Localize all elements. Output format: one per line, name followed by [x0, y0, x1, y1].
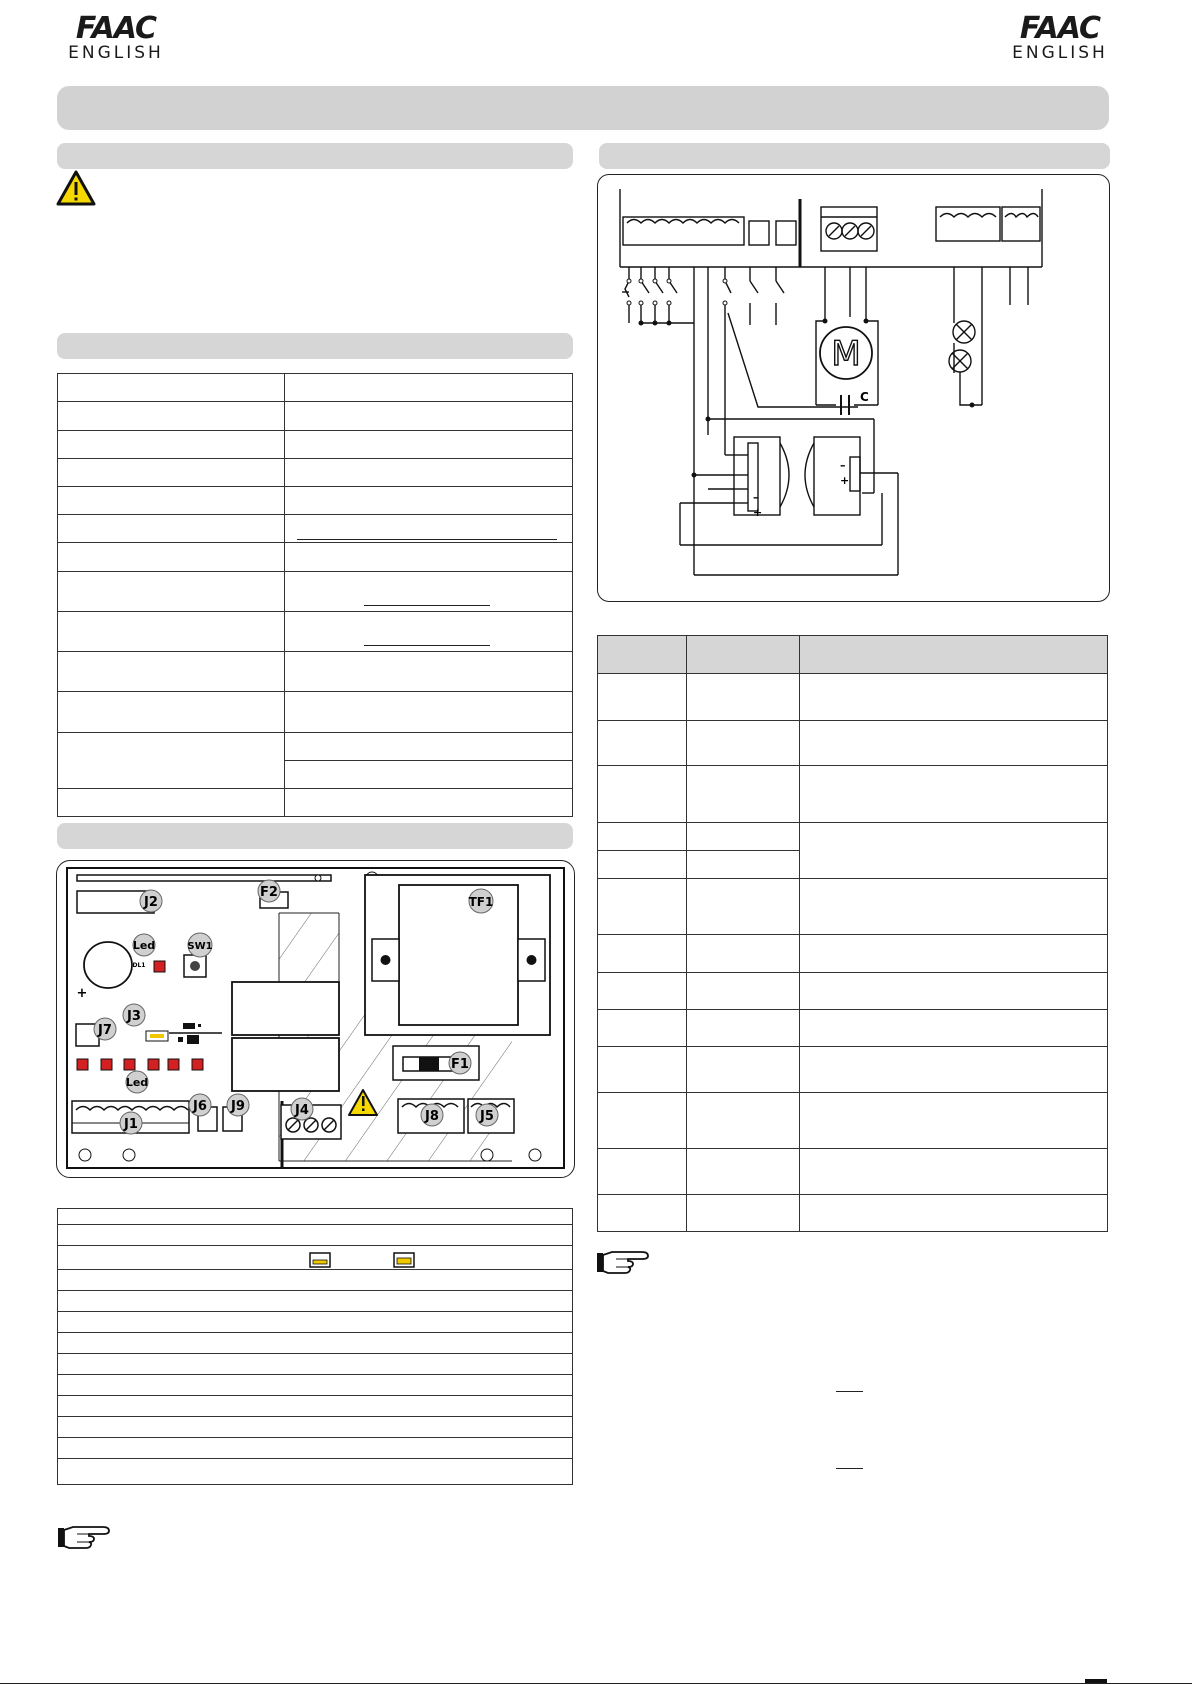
table-row — [58, 789, 573, 817]
faac-logo-right — [1000, 11, 1120, 63]
table-row — [58, 692, 573, 733]
footer-page-marker — [1085, 1679, 1107, 1683]
table-row — [58, 431, 573, 459]
table-row — [598, 1047, 1108, 1093]
label-f1: F1 — [451, 1057, 469, 1072]
label-led-bottom: Led — [125, 1076, 149, 1089]
jumper-closed-icon — [393, 1252, 415, 1268]
table-row — [58, 459, 573, 487]
table-row — [598, 674, 1108, 721]
table-row — [58, 1270, 573, 1291]
motor-label: M — [831, 334, 861, 374]
label-j4: J4 — [295, 1103, 309, 1118]
logo-language: ENGLISH — [68, 43, 164, 63]
table-header-row — [598, 636, 1108, 674]
wiring-diagram — [597, 174, 1110, 602]
table-row — [598, 721, 1108, 766]
table-row — [58, 572, 573, 612]
label-dl1: DL1 — [132, 962, 146, 969]
table-row — [598, 1010, 1108, 1047]
table-row — [58, 1225, 573, 1246]
settings-table — [57, 1208, 573, 1485]
pointing-hand-icon — [596, 1247, 650, 1275]
label-sw1: SW1 — [187, 941, 213, 952]
table-row — [58, 402, 573, 431]
terminal-minus-left: – — [753, 491, 759, 504]
table-row — [58, 1209, 573, 1225]
label-j5: J5 — [480, 1109, 494, 1124]
section-bar-wiring — [599, 143, 1110, 169]
table-row — [58, 652, 573, 692]
label-led-top: Led — [132, 939, 156, 952]
logo-brand: FAAC — [75, 11, 157, 46]
label-j3: J3 — [127, 1009, 141, 1024]
section-bar-warnings — [57, 143, 573, 169]
table-row — [58, 1333, 573, 1354]
terminal-minus-right: – — [840, 459, 846, 472]
table-row — [58, 1291, 573, 1312]
footer-rule — [0, 1683, 1192, 1684]
faac-logo-left — [56, 11, 176, 63]
label-j1: J1 — [124, 1117, 138, 1132]
label-plus: + — [76, 986, 88, 1001]
note-underline — [836, 1391, 863, 1392]
table-row — [598, 935, 1108, 973]
spec-underline — [364, 645, 490, 646]
specs-table — [57, 373, 573, 817]
section-bar-technical-specs — [57, 333, 573, 359]
terminal-table — [597, 635, 1108, 1232]
table-row — [58, 543, 573, 572]
spec-underline — [297, 539, 557, 540]
table-row — [58, 1438, 573, 1459]
table-row — [58, 733, 573, 761]
label-j7: J7 — [98, 1023, 112, 1038]
table-row — [598, 1149, 1108, 1195]
table-row — [58, 1375, 573, 1396]
table-row — [598, 879, 1108, 935]
table-row — [58, 1354, 573, 1375]
note-underline — [836, 1468, 863, 1469]
table-row — [598, 823, 1108, 851]
label-f2: F2 — [260, 885, 278, 900]
label-j8: J8 — [425, 1109, 439, 1124]
capacitor-label: C — [860, 390, 869, 404]
table-row — [58, 612, 573, 652]
label-tf1: TF1 — [468, 895, 494, 909]
terminal-plus-left: + — [753, 506, 763, 519]
table-row — [58, 487, 573, 515]
table-row — [598, 1195, 1108, 1232]
logo-brand: FAAC — [1019, 11, 1101, 46]
terminal-plus-right: + — [840, 474, 850, 487]
table-row — [58, 1312, 573, 1333]
logo-language: ENGLISH — [1012, 43, 1108, 63]
section-bar-board-layout — [57, 823, 573, 849]
warning-triangle-icon — [56, 170, 96, 206]
table-row — [598, 766, 1108, 823]
spec-underline — [364, 605, 490, 606]
label-j2: J2 — [144, 895, 158, 910]
table-row — [58, 1459, 573, 1485]
jumper-open-icon — [309, 1252, 331, 1268]
pointing-hand-icon — [57, 1522, 111, 1550]
table-row — [598, 1093, 1108, 1149]
table-row — [598, 973, 1108, 1010]
table-row — [58, 1396, 573, 1417]
label-j9: J9 — [231, 1099, 245, 1114]
page-title-bar — [57, 86, 1109, 130]
table-row — [58, 374, 573, 402]
label-j6: J6 — [193, 1099, 207, 1114]
table-row — [58, 1417, 573, 1438]
board-layout-diagram — [56, 860, 575, 1178]
